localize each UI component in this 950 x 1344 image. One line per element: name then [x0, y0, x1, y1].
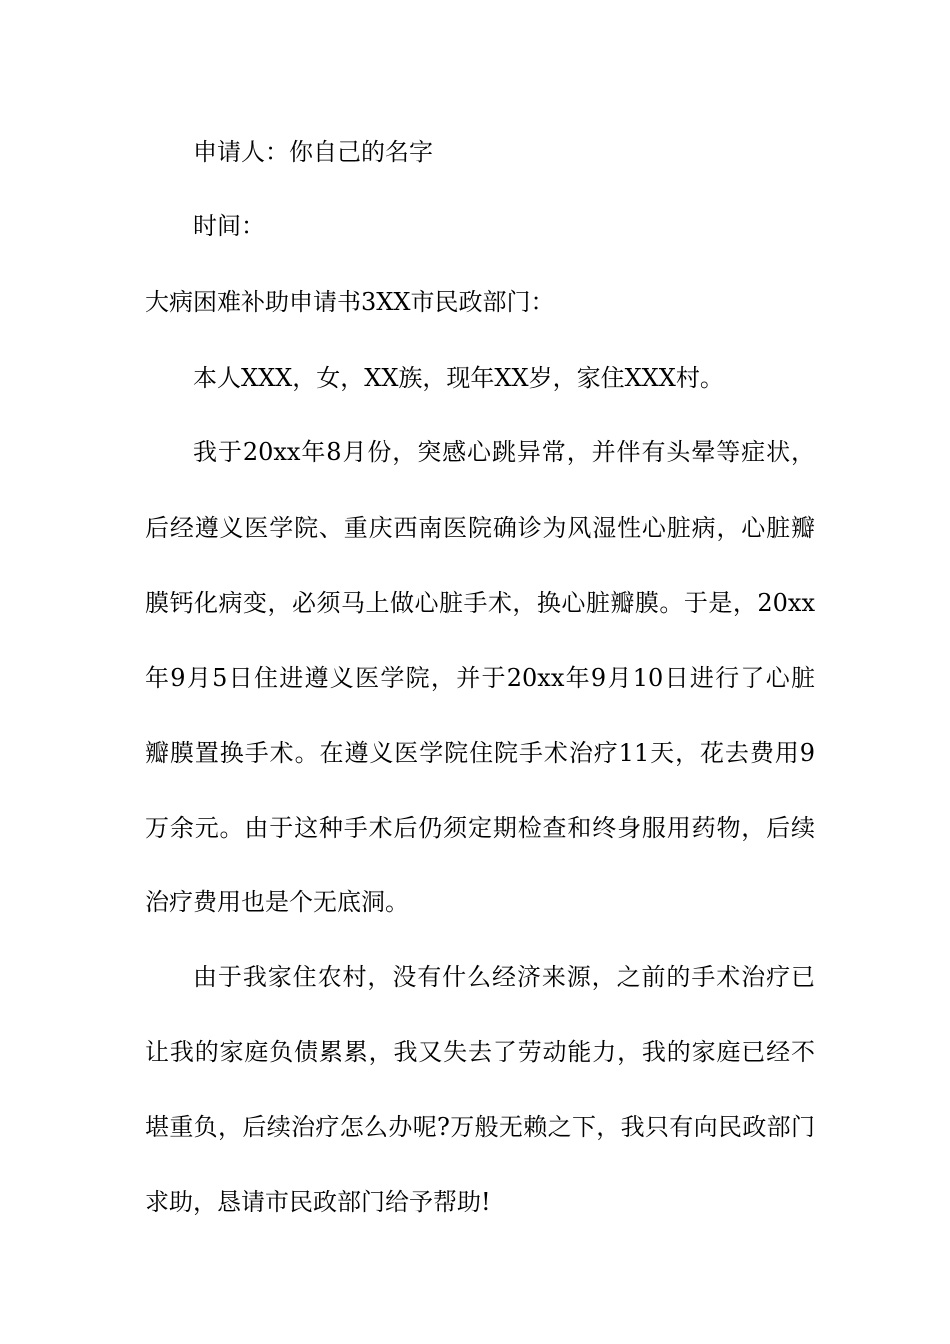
paragraph-2-line: 让我的家庭负债累累，我又失去了劳动能力，我的家庭已经不	[145, 1038, 815, 1066]
paragraph-1-line: 万余元。由于这种手术后仍须定期检查和终身服用药物，后续	[145, 814, 815, 842]
paragraph-1-line: 后经遵义医学院、重庆西南医院确诊为风湿性心脏病，心脏瓣	[145, 514, 815, 542]
paragraph-1-line: 瓣膜置换手术。在遵义医学院住院手术治疗11天，花去费用9	[145, 739, 815, 767]
paragraph-1-line: 治疗费用也是个无底洞。	[145, 888, 409, 916]
intro-line: 本人XXX，女，XX族，现年XX岁，家住XXX村。	[193, 364, 724, 392]
paragraph-1-line: 年9月5日住进遵义医学院，并于20xx年9月10日进行了心脏	[145, 664, 815, 692]
paragraph-2-line: 由于我家住农村，没有什么经济来源，之前的手术治疗已	[193, 963, 815, 991]
heading-line: 大病困难补助申请书3XX市民政部门：	[145, 288, 555, 316]
paragraph-1-line: 膜钙化病变，必须马上做心脏手术，换心脏瓣膜。于是，20xx	[145, 589, 815, 617]
paragraph-1-line: 我于20xx年8月份，突感心跳异常，并伴有头晕等症状，	[193, 438, 815, 466]
paragraph-2-line: 堪重负，后续治疗怎么办呢?万般无赖之下，我只有向民政部门	[145, 1113, 815, 1141]
time-line: 时间：	[193, 212, 265, 240]
applicant-line: 申请人：你自己的名字	[193, 138, 433, 166]
paragraph-2-line: 求助，恳请市民政部门给予帮助!	[145, 1188, 491, 1216]
